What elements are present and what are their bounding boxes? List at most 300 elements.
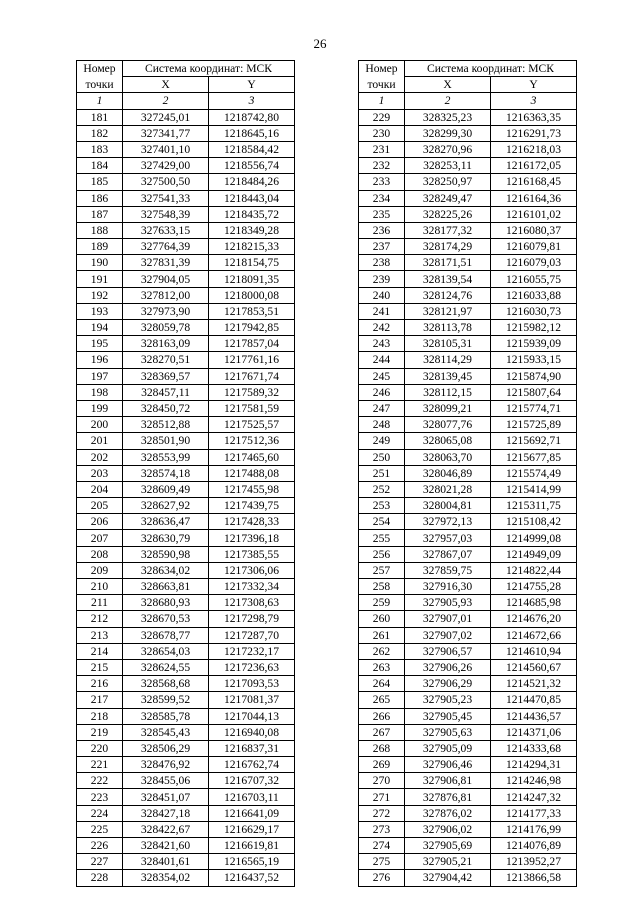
x-coordinate-cell: 328654,03: [123, 643, 209, 659]
table-row: [77, 611, 295, 627]
y-coordinate-cell: 1218000,08: [209, 287, 295, 303]
y-coordinate-cell: 1216172,05: [491, 158, 577, 174]
table-row: [359, 789, 577, 805]
point-number-cell: 233: [359, 174, 405, 190]
point-number-cell: 219: [77, 724, 123, 740]
table-row: [359, 854, 577, 870]
y-coordinate-cell: 1213952,27: [491, 854, 577, 870]
x-coordinate-cell: 328249,47: [405, 190, 491, 206]
x-coordinate-cell: 327812,00: [123, 287, 209, 303]
point-number-cell: 190: [77, 255, 123, 271]
table-row: [77, 514, 295, 530]
column-index-3: 3: [491, 93, 577, 109]
y-coordinate-cell: 1215692,71: [491, 433, 577, 449]
point-number-cell: 216: [77, 676, 123, 692]
table-row: [359, 158, 577, 174]
point-number-cell: 223: [77, 789, 123, 805]
page-number: 26: [313, 36, 327, 51]
table-row: [77, 854, 295, 870]
y-coordinate-cell: 1217236,63: [209, 659, 295, 675]
point-number-cell: 231: [359, 141, 405, 157]
coordinates-table-left: [76, 60, 295, 887]
table-row: [77, 141, 295, 157]
y-coordinate-cell: 1214076,89: [491, 838, 577, 854]
point-number-cell: 234: [359, 190, 405, 206]
column-index-2: 2: [405, 93, 491, 109]
y-column-header: Y: [209, 77, 295, 93]
table-row: [359, 530, 577, 546]
point-number-cell: 244: [359, 352, 405, 368]
y-coordinate-cell: 1216363,35: [491, 109, 577, 125]
point-number-cell: 227: [77, 854, 123, 870]
point-number-label-line2: точки: [85, 78, 114, 92]
y-coordinate-cell: 1216629,17: [209, 821, 295, 837]
y-coordinate-cell: 1216164,36: [491, 190, 577, 206]
point-number-cell: 249: [359, 433, 405, 449]
x-coordinate-cell: 328112,15: [405, 384, 491, 400]
y-coordinate-cell: 1217671,74: [209, 368, 295, 384]
table-row: [77, 352, 295, 368]
x-coordinate-cell: 327906,81: [405, 773, 491, 789]
y-coordinate-cell: 1217525,57: [209, 417, 295, 433]
point-number-cell: 209: [77, 562, 123, 578]
table-row: [359, 417, 577, 433]
y-coordinate-cell: 1218349,28: [209, 222, 295, 238]
y-coordinate-cell: 1214999,08: [491, 530, 577, 546]
table-row: [77, 676, 295, 692]
point-number-cell: 213: [77, 627, 123, 643]
y-coordinate-cell: 1214610,94: [491, 643, 577, 659]
table-row: [77, 449, 295, 465]
point-number-cell: 251: [359, 465, 405, 481]
table-row: [359, 222, 577, 238]
y-coordinate-cell: 1217306,06: [209, 562, 295, 578]
y-coordinate-cell: 1217581,59: [209, 400, 295, 416]
table-row: [77, 870, 295, 886]
y-coordinate-cell: 1217589,32: [209, 384, 295, 400]
point-number-cell: 186: [77, 190, 123, 206]
table-row: [77, 190, 295, 206]
coordinate-system-header: Система координат: МСК: [405, 61, 577, 77]
point-number-cell: 205: [77, 498, 123, 514]
point-number-cell: 260: [359, 611, 405, 627]
x-coordinate-cell: 328046,89: [405, 465, 491, 481]
table-row: [359, 190, 577, 206]
point-number-cell: 200: [77, 417, 123, 433]
x-coordinate-cell: 327904,05: [123, 271, 209, 287]
x-coordinate-cell: 328574,18: [123, 465, 209, 481]
point-number-cell: 242: [359, 320, 405, 336]
y-coordinate-cell: 1217081,37: [209, 692, 295, 708]
x-coordinate-cell: 328630,79: [123, 530, 209, 546]
point-number-cell: 197: [77, 368, 123, 384]
point-number-cell: 191: [77, 271, 123, 287]
table-row: [359, 465, 577, 481]
point-number-cell: 272: [359, 805, 405, 821]
point-number-cell: 226: [77, 838, 123, 854]
x-coordinate-cell: 327916,30: [405, 579, 491, 595]
point-number-cell: 189: [77, 239, 123, 255]
y-coordinate-cell: 1218443,04: [209, 190, 295, 206]
point-number-cell: 258: [359, 579, 405, 595]
column-index-3: 3: [209, 93, 295, 109]
point-number-cell: 263: [359, 659, 405, 675]
y-coordinate-cell: 1217308,63: [209, 595, 295, 611]
x-coordinate-cell: 328099,21: [405, 400, 491, 416]
y-coordinate-cell: 1217093,53: [209, 676, 295, 692]
table-row: [77, 417, 295, 433]
x-coordinate-cell: 328585,78: [123, 708, 209, 724]
x-coordinate-cell: 328545,43: [123, 724, 209, 740]
y-coordinate-cell: 1215774,71: [491, 400, 577, 416]
point-number-cell: 261: [359, 627, 405, 643]
x-coordinate-cell: 328627,92: [123, 498, 209, 514]
x-coordinate-cell: 327906,29: [405, 676, 491, 692]
table-row: [359, 546, 577, 562]
y-coordinate-cell: 1217044,13: [209, 708, 295, 724]
table-row: [359, 287, 577, 303]
point-number-cell: 273: [359, 821, 405, 837]
x-coordinate-cell: 328568,68: [123, 676, 209, 692]
table-row: [359, 449, 577, 465]
table-row: [359, 611, 577, 627]
point-number-cell: 232: [359, 158, 405, 174]
table-row: [77, 740, 295, 756]
table-row: [359, 579, 577, 595]
x-coordinate-cell: 327867,07: [405, 546, 491, 562]
point-number-cell: 199: [77, 400, 123, 416]
y-coordinate-cell: 1215108,42: [491, 514, 577, 530]
x-coordinate-cell: 328065,08: [405, 433, 491, 449]
point-number-cell: 254: [359, 514, 405, 530]
table-row: [77, 303, 295, 319]
table-row: [359, 336, 577, 352]
x-coordinate-cell: 328451,07: [123, 789, 209, 805]
table-row: [359, 805, 577, 821]
x-coordinate-cell: 327907,01: [405, 611, 491, 627]
table-row: [359, 659, 577, 675]
x-coordinate-cell: 328422,67: [123, 821, 209, 837]
point-number-label-line1: Номер: [83, 62, 116, 76]
table-row: [359, 320, 577, 336]
x-coordinate-cell: 328250,97: [405, 174, 491, 190]
x-coordinate-cell: 328506,29: [123, 740, 209, 756]
y-column-header: Y: [491, 77, 577, 93]
table-row: [359, 724, 577, 740]
y-coordinate-cell: 1216030,73: [491, 303, 577, 319]
table-row: [77, 530, 295, 546]
table-row: [77, 287, 295, 303]
coordinates-table-right-body: [359, 109, 577, 886]
y-coordinate-cell: 1217761,16: [209, 352, 295, 368]
table-row: [77, 659, 295, 675]
x-coordinate-cell: 328624,55: [123, 659, 209, 675]
table-row: [77, 433, 295, 449]
point-number-cell: 194: [77, 320, 123, 336]
point-number-cell: 246: [359, 384, 405, 400]
x-coordinate-cell: 328021,28: [405, 481, 491, 497]
x-coordinate-cell: 327633,15: [123, 222, 209, 238]
table-row: [359, 562, 577, 578]
point-number-cell: 228: [77, 870, 123, 886]
table-row: [359, 174, 577, 190]
x-coordinate-cell: 327906,02: [405, 821, 491, 837]
y-coordinate-cell: 1218091,35: [209, 271, 295, 287]
x-coordinate-cell: 328401,61: [123, 854, 209, 870]
y-coordinate-cell: 1214672,66: [491, 627, 577, 643]
point-number-cell: 248: [359, 417, 405, 433]
table-row: [77, 579, 295, 595]
point-number-cell: 204: [77, 481, 123, 497]
y-coordinate-cell: 1216218,03: [491, 141, 577, 157]
x-coordinate-cell: 327905,09: [405, 740, 491, 756]
y-coordinate-cell: 1216619,81: [209, 838, 295, 854]
y-coordinate-cell: 1214247,32: [491, 789, 577, 805]
point-number-cell: 217: [77, 692, 123, 708]
y-coordinate-cell: 1214822,44: [491, 562, 577, 578]
y-coordinate-cell: 1218154,75: [209, 255, 295, 271]
point-number-cell: 262: [359, 643, 405, 659]
x-coordinate-cell: 328455,06: [123, 773, 209, 789]
point-number-cell: 181: [77, 109, 123, 125]
y-coordinate-cell: 1216837,31: [209, 740, 295, 756]
table-row: [77, 239, 295, 255]
point-number-cell: 184: [77, 158, 123, 174]
table-row: [77, 465, 295, 481]
x-coordinate-cell: 328063,70: [405, 449, 491, 465]
point-number-cell: 271: [359, 789, 405, 805]
y-coordinate-cell: 1216703,11: [209, 789, 295, 805]
table-row: [359, 271, 577, 287]
point-number-cell: 255: [359, 530, 405, 546]
point-number-cell: 195: [77, 336, 123, 352]
point-number-cell: 229: [359, 109, 405, 125]
x-coordinate-cell: 327245,01: [123, 109, 209, 125]
point-number-cell: 206: [77, 514, 123, 530]
table-row: [359, 255, 577, 271]
y-coordinate-cell: 1218435,72: [209, 206, 295, 222]
point-number-cell: 253: [359, 498, 405, 514]
table-row: [77, 498, 295, 514]
x-coordinate-cell: 328113,78: [405, 320, 491, 336]
y-coordinate-cell: 1214371,06: [491, 724, 577, 740]
x-coordinate-cell: 328457,11: [123, 384, 209, 400]
x-coordinate-cell: 328225,26: [405, 206, 491, 222]
point-number-cell: 257: [359, 562, 405, 578]
x-coordinate-cell: 328299,30: [405, 125, 491, 141]
y-coordinate-cell: 1217396,18: [209, 530, 295, 546]
table-row: [359, 838, 577, 854]
table-row: [359, 206, 577, 222]
point-number-cell: 256: [359, 546, 405, 562]
y-coordinate-cell: 1214436,57: [491, 708, 577, 724]
y-coordinate-cell: 1214470,85: [491, 692, 577, 708]
point-number-cell: 221: [77, 757, 123, 773]
table-row: [359, 595, 577, 611]
point-number-cell: 201: [77, 433, 123, 449]
table-row: [359, 368, 577, 384]
table-row: [359, 481, 577, 497]
x-coordinate-cell: 328476,92: [123, 757, 209, 773]
x-coordinate-cell: 327973,90: [123, 303, 209, 319]
point-number-cell: 182: [77, 125, 123, 141]
y-coordinate-cell: 1217298,79: [209, 611, 295, 627]
x-coordinate-cell: 328369,57: [123, 368, 209, 384]
y-coordinate-cell: 1215982,12: [491, 320, 577, 336]
x-coordinate-cell: 327831,39: [123, 255, 209, 271]
table-row: [359, 676, 577, 692]
x-coordinate-cell: 327906,57: [405, 643, 491, 659]
column-index-2: 2: [123, 93, 209, 109]
y-coordinate-cell: 1214560,67: [491, 659, 577, 675]
y-coordinate-cell: 1214176,99: [491, 821, 577, 837]
x-coordinate-cell: 328354,02: [123, 870, 209, 886]
point-number-cell: 274: [359, 838, 405, 854]
table-row: [359, 239, 577, 255]
y-coordinate-cell: 1215874,90: [491, 368, 577, 384]
y-coordinate-cell: 1215933,15: [491, 352, 577, 368]
point-number-cell: 275: [359, 854, 405, 870]
point-number-cell: 238: [359, 255, 405, 271]
table-row: [77, 789, 295, 805]
table-row: [359, 627, 577, 643]
x-coordinate-cell: 327905,23: [405, 692, 491, 708]
y-coordinate-cell: 1217232,17: [209, 643, 295, 659]
point-number-cell: 220: [77, 740, 123, 756]
x-coordinate-cell: 327972,13: [405, 514, 491, 530]
point-number-cell: 240: [359, 287, 405, 303]
x-coordinate-cell: 327905,21: [405, 854, 491, 870]
x-coordinate-cell: 328421,60: [123, 838, 209, 854]
x-coordinate-cell: 328004,81: [405, 498, 491, 514]
table-row: [77, 562, 295, 578]
x-coordinate-cell: 328325,23: [405, 109, 491, 125]
coordinates-table-right: [358, 60, 577, 887]
y-coordinate-cell: 1217512,36: [209, 433, 295, 449]
x-coordinate-cell: 327876,02: [405, 805, 491, 821]
x-coordinate-cell: 328599,52: [123, 692, 209, 708]
x-coordinate-cell: 327401,10: [123, 141, 209, 157]
table-row: [77, 109, 295, 125]
point-number-cell: 210: [77, 579, 123, 595]
y-coordinate-cell: 1215939,09: [491, 336, 577, 352]
point-number-cell: 192: [77, 287, 123, 303]
column-index-1: 1: [77, 93, 123, 109]
table-row: [359, 708, 577, 724]
table-row: [359, 400, 577, 416]
y-coordinate-cell: 1214685,98: [491, 595, 577, 611]
y-coordinate-cell: 1216079,81: [491, 239, 577, 255]
table-row: [359, 773, 577, 789]
table-row: [77, 708, 295, 724]
table-row: [77, 627, 295, 643]
table-row: [77, 805, 295, 821]
x-coordinate-cell: 328114,29: [405, 352, 491, 368]
table-row: [359, 498, 577, 514]
point-number-cell: 268: [359, 740, 405, 756]
point-number-cell: 269: [359, 757, 405, 773]
x-coordinate-cell: 328139,45: [405, 368, 491, 384]
y-coordinate-cell: 1217857,04: [209, 336, 295, 352]
y-coordinate-cell: 1218584,42: [209, 141, 295, 157]
table-row: [359, 384, 577, 400]
table-row: [359, 870, 577, 886]
y-coordinate-cell: 1215574,49: [491, 465, 577, 481]
y-coordinate-cell: 1216079,03: [491, 255, 577, 271]
y-coordinate-cell: 1214294,31: [491, 757, 577, 773]
table-row: [359, 433, 577, 449]
point-number-cell: 264: [359, 676, 405, 692]
point-number-cell: 185: [77, 174, 123, 190]
x-coordinate-cell: 328678,77: [123, 627, 209, 643]
x-coordinate-cell: 327541,33: [123, 190, 209, 206]
y-coordinate-cell: 1217942,85: [209, 320, 295, 336]
x-column-header: X: [123, 77, 209, 93]
x-coordinate-cell: 328427,18: [123, 805, 209, 821]
y-coordinate-cell: 1217455,98: [209, 481, 295, 497]
point-number-cell: 187: [77, 206, 123, 222]
y-coordinate-cell: 1217287,70: [209, 627, 295, 643]
x-coordinate-cell: 328609,49: [123, 481, 209, 497]
point-number-cell: 241: [359, 303, 405, 319]
table-row: [77, 174, 295, 190]
x-coordinate-cell: 328059,78: [123, 320, 209, 336]
x-coordinate-cell: 327429,00: [123, 158, 209, 174]
point-number-header: [77, 61, 123, 77]
table-row: [359, 740, 577, 756]
table-row: [77, 125, 295, 141]
y-coordinate-cell: 1216565,19: [209, 854, 295, 870]
y-coordinate-cell: 1217332,34: [209, 579, 295, 595]
point-number-header: [359, 61, 405, 77]
y-coordinate-cell: 1218742,80: [209, 109, 295, 125]
point-number-cell: 214: [77, 643, 123, 659]
y-coordinate-cell: 1216762,74: [209, 757, 295, 773]
x-coordinate-cell: 328139,54: [405, 271, 491, 287]
x-coordinate-cell: 328163,09: [123, 336, 209, 352]
x-coordinate-cell: 328553,99: [123, 449, 209, 465]
table-row: [77, 724, 295, 740]
x-coordinate-cell: 328177,32: [405, 222, 491, 238]
table-row: [77, 643, 295, 659]
y-coordinate-cell: 1214177,33: [491, 805, 577, 821]
y-coordinate-cell: 1217428,33: [209, 514, 295, 530]
y-coordinate-cell: 1214755,28: [491, 579, 577, 595]
x-coordinate-cell: 328171,51: [405, 255, 491, 271]
point-number-cell: 202: [77, 449, 123, 465]
point-number-header-cont: [77, 77, 123, 93]
x-coordinate-cell: 327764,39: [123, 239, 209, 255]
table-row: [77, 206, 295, 222]
y-coordinate-cell: 1214676,20: [491, 611, 577, 627]
y-coordinate-cell: 1217488,08: [209, 465, 295, 481]
x-coordinate-cell: 328450,72: [123, 400, 209, 416]
point-number-cell: 250: [359, 449, 405, 465]
x-coordinate-cell: 328512,88: [123, 417, 209, 433]
y-coordinate-cell: 1216641,09: [209, 805, 295, 821]
y-coordinate-cell: 1214949,09: [491, 546, 577, 562]
x-coordinate-cell: 328634,02: [123, 562, 209, 578]
x-coordinate-cell: 328270,51: [123, 352, 209, 368]
table-row: [77, 222, 295, 238]
x-coordinate-cell: 327904,42: [405, 870, 491, 886]
y-coordinate-cell: 1216707,32: [209, 773, 295, 789]
point-number-cell: 265: [359, 692, 405, 708]
y-coordinate-cell: 1217439,75: [209, 498, 295, 514]
table-row: [77, 773, 295, 789]
y-coordinate-cell: 1218484,26: [209, 174, 295, 190]
coordinates-table-left-body: [77, 109, 295, 886]
